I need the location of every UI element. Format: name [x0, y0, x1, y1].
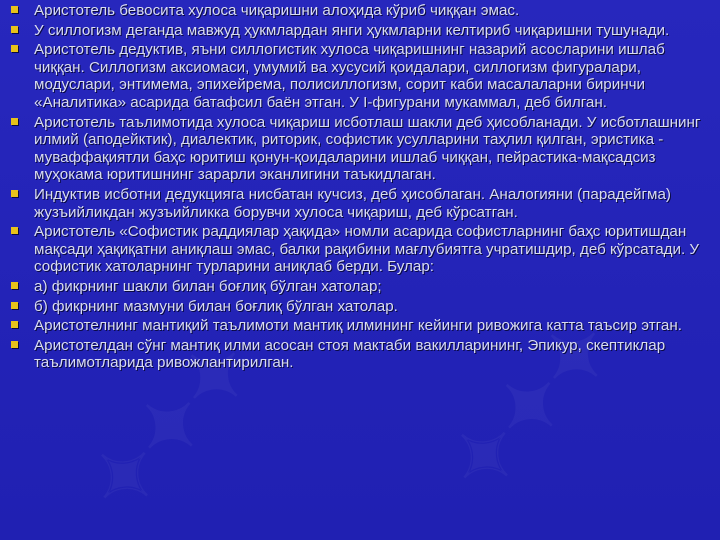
- bullet-list: [8, 2, 712, 374]
- bullet-text: а) фикрнинг шакли билан боғлиқ бўлган хатолар;: [34, 277, 382, 295]
- bullet-square-icon: [11, 26, 18, 33]
- bullet-text: Аристотелнинг мантиқий таълимоти мантиқ илмининг кейинги ривожига катта таъсир этган.: [34, 317, 682, 335]
- bullet-text: Аристотелдан сўнг мантиқ илми асосан стоя мактаби вакилларининг, Эпикур, скептиклар таълимотларида ривожлантирилган.: [34, 336, 666, 372]
- bullet-item-2: [8, 22, 712, 40]
- bullet-square-icon: [11, 118, 18, 125]
- bullet-item-9: [8, 317, 712, 335]
- bullet-text: Аристотель таълимотида хулоса чиқариш исботлаш шакли деб ҳисобланади. У исботлашнинг илмий (аподейктик), диалектик, риторик, софистик усулларини таҳлил қилган, эристика - муваффақиятли баҳс юритиш қонун-қоидаларини ишлаб чиққан, пейрастика-мақсадсиз муҳокама юритишнинг зарарли эканлигини таъкидлаган.: [34, 113, 701, 184]
- bullet-item-5: [8, 186, 712, 221]
- bullet-square-icon: [11, 302, 18, 309]
- bullet-square-icon: [11, 45, 18, 52]
- bullet-item-4: [8, 114, 712, 184]
- bullet-item-3: [8, 41, 712, 111]
- bullet-text: б) фикрнинг мазмуни билан боғлиқ бўлган хатолар.: [34, 297, 398, 315]
- bullet-square-icon: [11, 6, 18, 13]
- bullet-square-icon: [11, 321, 18, 328]
- bullet-square-icon: [11, 282, 18, 289]
- bullet-text: Индуктив исботни дедукцияга нисбатан кучсиз, деб ҳисоблаган. Аналогияни (парадейгма) жузъийликдан жузъийликка борувчи хулоса чиқариш, деб кўрсатган.: [34, 185, 671, 221]
- bullet-text: У силлогизм деганда мавжуд ҳукмлардан янги ҳукмларни келтириб чиқаришни тушунади.: [34, 21, 670, 39]
- bullet-item-6: [8, 223, 712, 276]
- bullet-item-10: [8, 337, 712, 372]
- bullet-item-1: [8, 2, 712, 20]
- bullet-text: Аристотель дедуктив, яъни силлогистик хулоса чиқаришнинг назарий асосларини ишлаб чиққан. Силлогизм аксиомаси, умумий ва хусусий қоидалари, силлогизм фигуралари, модуслари, энтимема, эпихейрема, полисиллогизм, сорит каби масалаларни биринчи «Аналитика» асарида батафсил баён этган. У I-фигурани мукаммал, деб билган.: [34, 41, 665, 111]
- bullet-item-8: [8, 298, 712, 316]
- bullet-text: Аристотель «Софистик раддиялар ҳақида» номли асарида софистларнинг баҳс юритишдан мақсади ҳақиқатни аниқлаш эмас, балки рақибини мағлубиятга учратишдир, деб кўрсатади. У софистик хатоларнинг турларини аниқлаб берди. Булар:: [34, 223, 700, 276]
- bullet-text: Аристотель бевосита хулоса чиқаришни алоҳида кўриб чиққан эмас.: [34, 2, 520, 19]
- bullet-item-7: [8, 278, 712, 296]
- bullet-square-icon: [11, 341, 18, 348]
- bullet-square-icon: [11, 227, 18, 234]
- bullet-square-icon: [11, 190, 18, 197]
